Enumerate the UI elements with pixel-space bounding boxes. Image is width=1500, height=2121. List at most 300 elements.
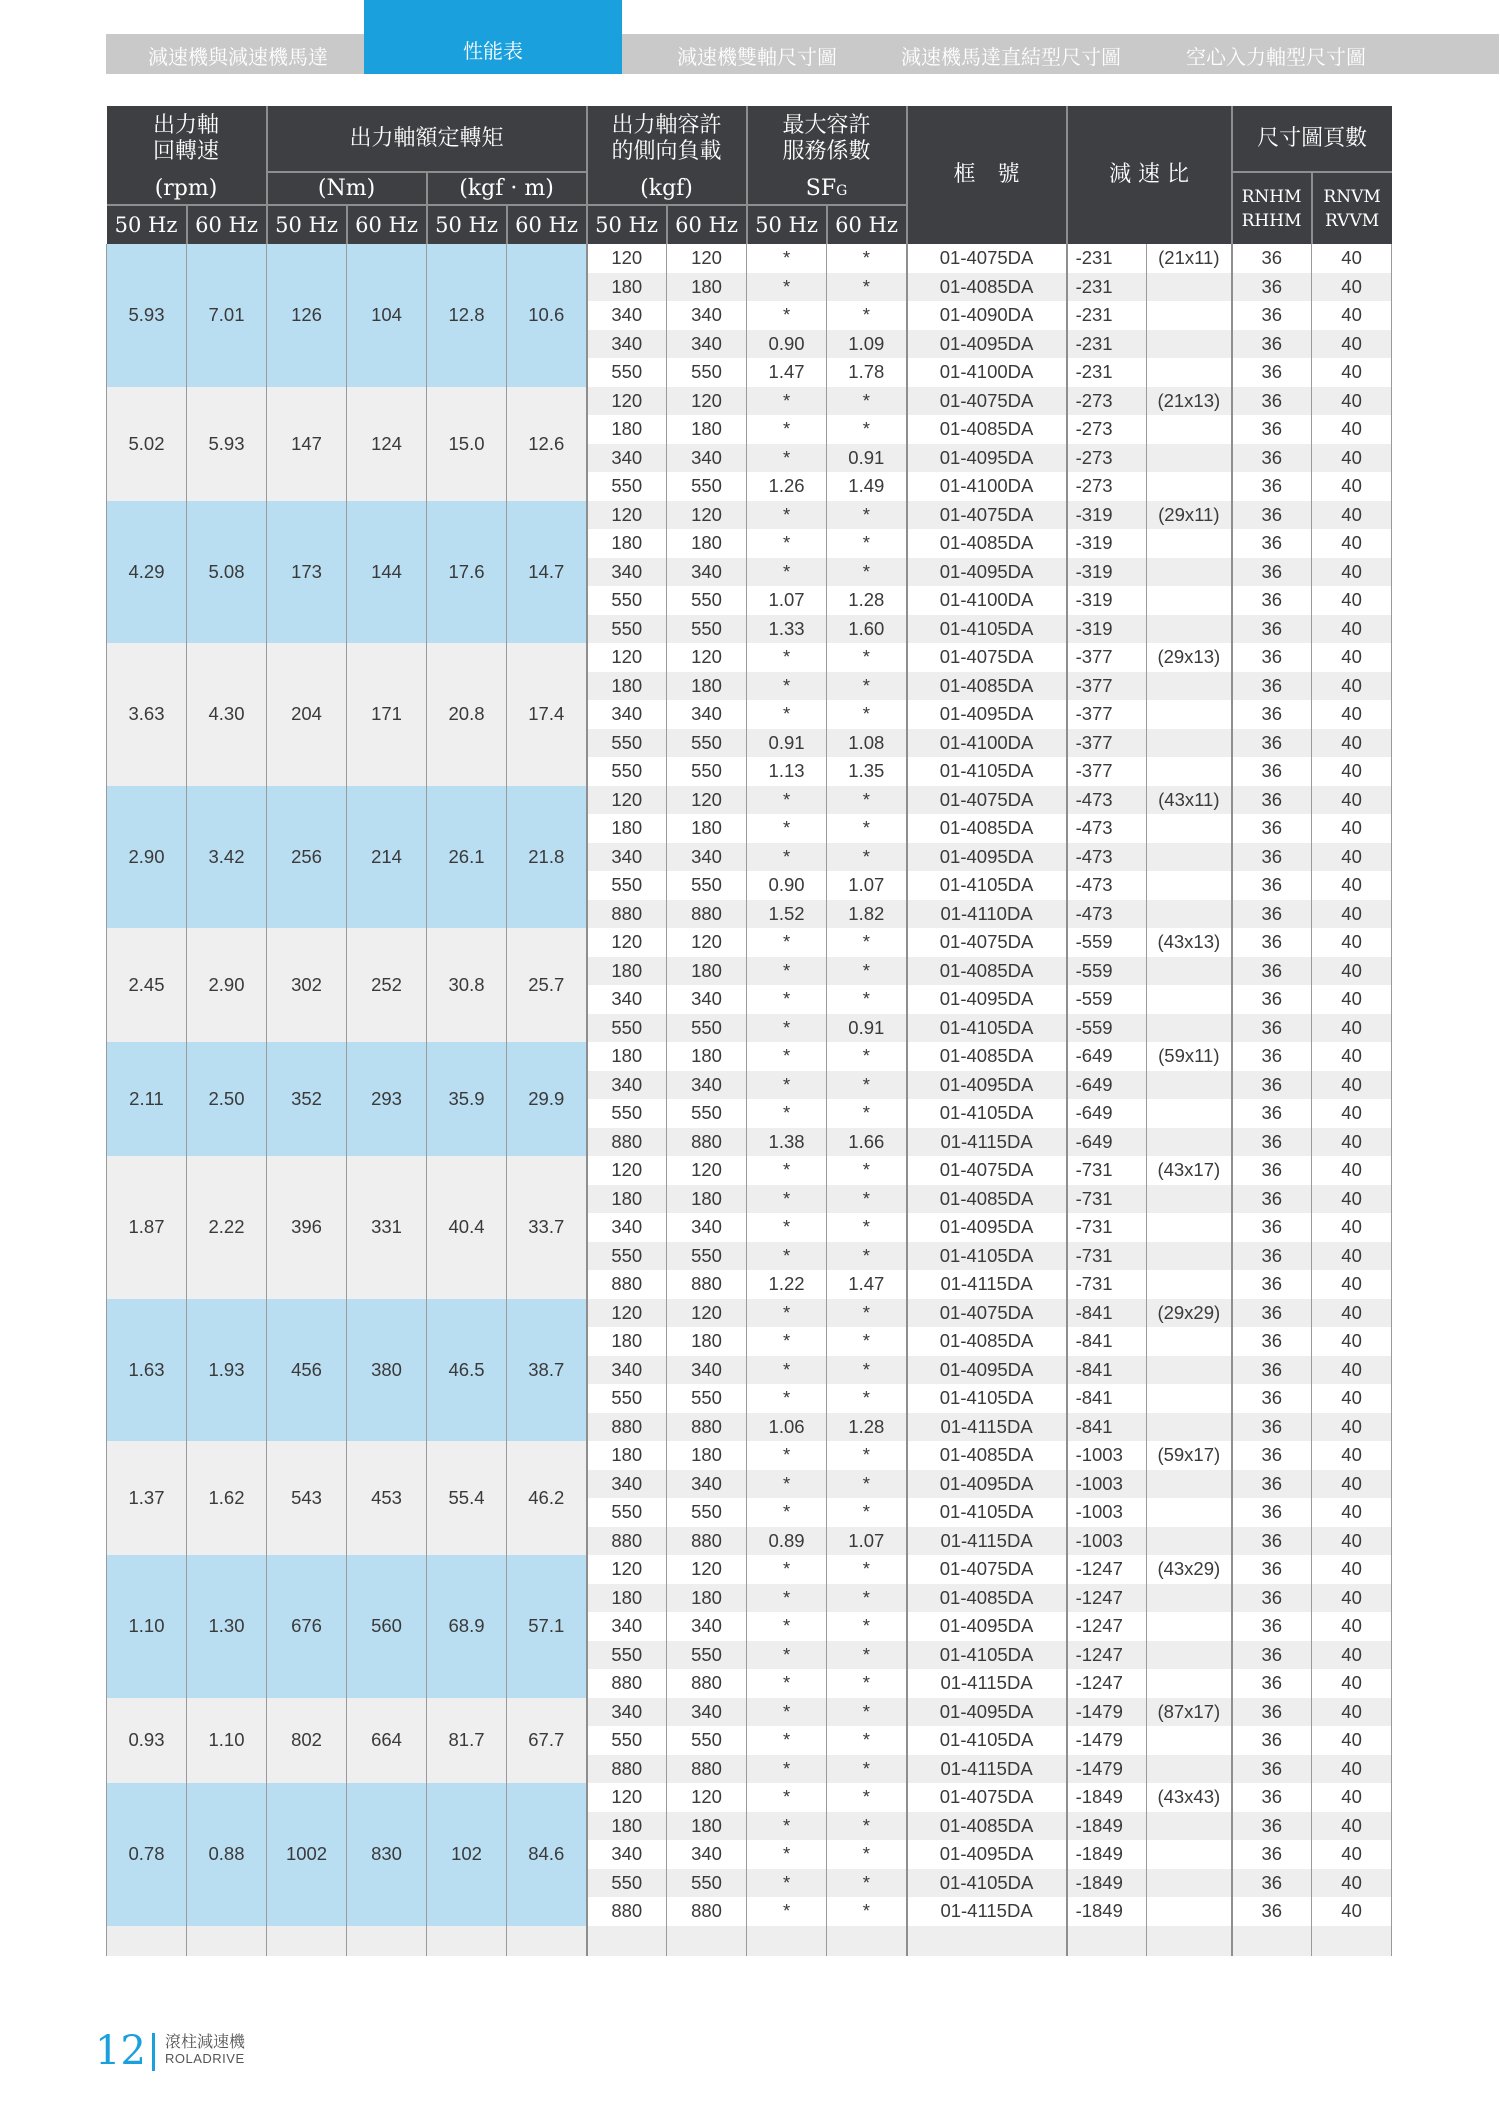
load-60hz: 340	[667, 843, 747, 872]
ratio: -319	[1067, 586, 1147, 615]
ratio: -841	[1067, 1384, 1147, 1413]
torque-nm-50hz: 802	[267, 1698, 347, 1784]
sf-50hz: *	[747, 985, 827, 1014]
load-60hz: 180	[667, 529, 747, 558]
load-50hz: 180	[587, 1042, 667, 1071]
sf-60hz: *	[827, 1441, 907, 1470]
page-rnvm: 40	[1312, 1584, 1392, 1613]
torque-nm-60hz: 104	[347, 244, 427, 387]
ratio-factors	[1147, 1612, 1232, 1641]
frame-no: 01-4085DA	[907, 529, 1067, 558]
frame-no: 01-4110DA	[907, 900, 1067, 929]
load-60hz: 180	[667, 415, 747, 444]
sf-50hz: *	[747, 529, 827, 558]
page-rnvm: 40	[1312, 1897, 1392, 1926]
load-60hz: 550	[667, 757, 747, 786]
page-rnvm: 40	[1312, 843, 1392, 872]
ratio: -231	[1067, 273, 1147, 302]
ratio-factors: (59x11)	[1147, 1042, 1232, 1071]
hz-60: 60 Hz	[667, 205, 747, 244]
empty-cell	[1067, 1926, 1147, 1956]
table-row	[107, 244, 1392, 273]
load-50hz: 180	[587, 273, 667, 302]
ratio: -1247	[1067, 1669, 1147, 1698]
header-pages: 尺寸圖頁數	[1232, 106, 1392, 172]
load-50hz: 880	[587, 1128, 667, 1157]
page-rnvm: 40	[1312, 1498, 1392, 1527]
speed-50hz: 1.63	[107, 1299, 187, 1442]
speed-50hz: 2.11	[107, 1042, 187, 1156]
sf-60hz: *	[827, 1071, 907, 1100]
page-rnvm: 40	[1312, 643, 1392, 672]
performance-table-body	[107, 244, 1392, 1956]
load-60hz: 550	[667, 1014, 747, 1043]
load-50hz: 550	[587, 1014, 667, 1043]
sf-50hz: 0.91	[747, 729, 827, 758]
torque-kgf-60hz: 21.8	[507, 786, 587, 929]
sf-60hz: 1.09	[827, 330, 907, 359]
sf-50hz: *	[747, 928, 827, 957]
ratio-factors	[1147, 1356, 1232, 1385]
frame-no: 01-4095DA	[907, 1612, 1067, 1641]
speed-60hz: 2.90	[187, 928, 267, 1042]
sf-50hz: 1.33	[747, 615, 827, 644]
load-60hz: 880	[667, 1270, 747, 1299]
ratio-factors	[1147, 1413, 1232, 1442]
page-rnhm: 36	[1232, 1470, 1312, 1499]
page-rnhm: 36	[1232, 843, 1312, 872]
table-row	[107, 501, 1392, 530]
load-50hz: 550	[587, 1726, 667, 1755]
frame-no: 01-4105DA	[907, 1384, 1067, 1413]
load-60hz: 340	[667, 1470, 747, 1499]
sf-50hz: *	[747, 1584, 827, 1613]
sf-50hz: 1.52	[747, 900, 827, 929]
page-rnhm: 36	[1232, 1185, 1312, 1214]
ratio: -273	[1067, 444, 1147, 473]
ratio: -319	[1067, 501, 1147, 530]
sf-60hz: *	[827, 1726, 907, 1755]
ratio: -473	[1067, 843, 1147, 872]
frame-no: 01-4085DA	[907, 1812, 1067, 1841]
sf-60hz: *	[827, 700, 907, 729]
page-rnvm: 40	[1312, 1783, 1392, 1812]
speed-60hz: 2.22	[187, 1156, 267, 1299]
load-50hz: 340	[587, 301, 667, 330]
load-60hz: 180	[667, 1812, 747, 1841]
ratio: -1247	[1067, 1555, 1147, 1584]
page-rnhm: 36	[1232, 1099, 1312, 1128]
frame-no: 01-4115DA	[907, 1270, 1067, 1299]
sf-50hz: 1.06	[747, 1413, 827, 1442]
table-row	[107, 1698, 1392, 1727]
ratio-factors	[1147, 1270, 1232, 1299]
speed-60hz: 2.50	[187, 1042, 267, 1156]
ratio: -473	[1067, 786, 1147, 815]
page-rnvm: 40	[1312, 244, 1392, 273]
load-60hz: 180	[667, 672, 747, 701]
ratio-factors	[1147, 301, 1232, 330]
ratio-factors	[1147, 330, 1232, 359]
torque-nm-60hz: 331	[347, 1156, 427, 1299]
header-sf-unit	[747, 172, 907, 205]
load-60hz: 550	[667, 472, 747, 501]
empty-cell	[507, 1926, 587, 1956]
torque-nm-50hz: 126	[267, 244, 347, 387]
nav-tab-double-shaft[interactable]: 減速機雙軸尺寸圖	[677, 45, 837, 69]
load-50hz: 340	[587, 1213, 667, 1242]
sf-50hz: *	[747, 501, 827, 530]
torque-kgf-60hz: 10.6	[507, 244, 587, 387]
nav-tab-direct-motor[interactable]: 減速機馬達直結型尺寸圖	[901, 45, 1121, 69]
header-ratio: 減 速 比	[1067, 106, 1232, 244]
frame-no: 01-4100DA	[907, 586, 1067, 615]
ratio-factors: (43x17)	[1147, 1156, 1232, 1185]
sf-60hz: 1.35	[827, 757, 907, 786]
load-50hz: 340	[587, 558, 667, 587]
page-rnvm: 40	[1312, 330, 1392, 359]
page-rnvm: 40	[1312, 1612, 1392, 1641]
section-nav	[106, 34, 1499, 74]
header-load-unit: (kgf)	[587, 172, 747, 205]
page-rnvm: 40	[1312, 1441, 1392, 1470]
sf-50hz: *	[747, 1242, 827, 1271]
speed-60hz: 1.62	[187, 1441, 267, 1555]
sf-60hz: *	[827, 1783, 907, 1812]
table-row	[107, 1441, 1392, 1470]
page-rnhm: 36	[1232, 1299, 1312, 1328]
load-50hz: 120	[587, 1555, 667, 1584]
ratio: -377	[1067, 700, 1147, 729]
torque-nm-50hz: 256	[267, 786, 347, 929]
page-rnhm: 36	[1232, 1498, 1312, 1527]
ratio-factors: (29x13)	[1147, 643, 1232, 672]
empty-cell	[347, 1926, 427, 1956]
sf-60hz: *	[827, 1213, 907, 1242]
load-60hz: 880	[667, 1128, 747, 1157]
page-rnhm: 36	[1232, 900, 1312, 929]
page-rnvm: 40	[1312, 928, 1392, 957]
ratio-factors	[1147, 1840, 1232, 1869]
page-rnhm: 36	[1232, 1384, 1312, 1413]
page-rnvm: 40	[1312, 586, 1392, 615]
sf-50hz: *	[747, 244, 827, 273]
table-row	[107, 1299, 1392, 1328]
page-rnhm: 36	[1232, 1612, 1312, 1641]
page-rnvm: 40	[1312, 358, 1392, 387]
torque-nm-50hz: 676	[267, 1555, 347, 1698]
frame-no: 01-4075DA	[907, 1555, 1067, 1584]
torque-nm-60hz: 124	[347, 387, 427, 501]
table-row	[107, 928, 1392, 957]
load-60hz: 550	[667, 1641, 747, 1670]
load-60hz: 340	[667, 1840, 747, 1869]
page-rnhm: 36	[1232, 643, 1312, 672]
ratio: -319	[1067, 529, 1147, 558]
page-rnvm: 40	[1312, 786, 1392, 815]
ratio: -273	[1067, 387, 1147, 416]
torque-kgf-50hz: 20.8	[427, 643, 507, 786]
sf-50hz: *	[747, 1299, 827, 1328]
load-60hz: 550	[667, 1099, 747, 1128]
page-rnvm: 40	[1312, 387, 1392, 416]
ratio: -649	[1067, 1128, 1147, 1157]
table-row	[107, 387, 1392, 416]
page-rnvm: 40	[1312, 273, 1392, 302]
load-50hz: 880	[587, 1413, 667, 1442]
load-60hz: 550	[667, 358, 747, 387]
page-rnhm: 36	[1232, 244, 1312, 273]
frame-no: 01-4115DA	[907, 1897, 1067, 1926]
nav-tab-reducers[interactable]: 減速機與減速機馬達	[148, 45, 328, 69]
load-60hz: 550	[667, 586, 747, 615]
ratio-factors: (29x29)	[1147, 1299, 1232, 1328]
frame-no: 01-4095DA	[907, 985, 1067, 1014]
ratio-factors	[1147, 558, 1232, 587]
page-rnhm: 36	[1232, 472, 1312, 501]
sf-50hz: 0.90	[747, 330, 827, 359]
load-60hz: 340	[667, 330, 747, 359]
ratio-factors: (43x29)	[1147, 1555, 1232, 1584]
hz-50: 50 Hz	[747, 205, 827, 244]
sf-60hz: *	[827, 1584, 907, 1613]
speed-60hz: 5.08	[187, 501, 267, 644]
sf-60hz: 0.91	[827, 444, 907, 473]
load-50hz: 550	[587, 871, 667, 900]
frame-no: 01-4085DA	[907, 273, 1067, 302]
load-50hz: 880	[587, 900, 667, 929]
sf-60hz: *	[827, 1812, 907, 1841]
ratio: -273	[1067, 472, 1147, 501]
nav-tab-performance[interactable]: 性能表	[364, 0, 622, 74]
load-60hz: 120	[667, 1555, 747, 1584]
ratio: -319	[1067, 558, 1147, 587]
ratio-factors	[1147, 1384, 1232, 1413]
ratio-factors	[1147, 415, 1232, 444]
table-row	[107, 1042, 1392, 1071]
torque-kgf-50hz: 46.5	[427, 1299, 507, 1442]
sf-60hz: *	[827, 1498, 907, 1527]
torque-kgf-50hz: 30.8	[427, 928, 507, 1042]
page-rnvm: 40	[1312, 672, 1392, 701]
load-60hz: 120	[667, 786, 747, 815]
load-50hz: 550	[587, 1498, 667, 1527]
sf-60hz: 1.08	[827, 729, 907, 758]
page-rnhm: 36	[1232, 985, 1312, 1014]
ratio-factors	[1147, 358, 1232, 387]
load-50hz: 120	[587, 387, 667, 416]
load-60hz: 120	[667, 387, 747, 416]
sf-50hz: *	[747, 1783, 827, 1812]
page-rnhm: 36	[1232, 757, 1312, 786]
page-rnhm: 36	[1232, 586, 1312, 615]
brand-name-cn: 滾柱減速機	[165, 2034, 246, 2051]
frame-no: 01-4075DA	[907, 1156, 1067, 1185]
load-50hz: 180	[587, 1812, 667, 1841]
empty-cell	[587, 1926, 667, 1956]
ratio-factors	[1147, 814, 1232, 843]
ratio: -1849	[1067, 1869, 1147, 1898]
torque-kgf-60hz: 57.1	[507, 1555, 587, 1698]
sf-50hz: *	[747, 1327, 827, 1356]
empty-cell	[827, 1926, 907, 1956]
frame-no: 01-4095DA	[907, 444, 1067, 473]
frame-no: 01-4085DA	[907, 1584, 1067, 1613]
header-load	[587, 106, 747, 172]
ratio-factors	[1147, 1669, 1232, 1698]
sf-50hz: *	[747, 1755, 827, 1784]
ratio: -473	[1067, 900, 1147, 929]
ratio: -731	[1067, 1270, 1147, 1299]
ratio-factors	[1147, 1128, 1232, 1157]
page-rnhm: 36	[1232, 1071, 1312, 1100]
sf-50hz: *	[747, 1812, 827, 1841]
load-50hz: 340	[587, 700, 667, 729]
torque-nm-60hz: 830	[347, 1783, 427, 1926]
sf-50hz: *	[747, 301, 827, 330]
ratio-factors	[1147, 1584, 1232, 1613]
page-rnhm: 36	[1232, 387, 1312, 416]
sf-50hz: *	[747, 558, 827, 587]
ratio: -273	[1067, 415, 1147, 444]
page-rnhm: 36	[1232, 1356, 1312, 1385]
empty-cell	[1232, 1926, 1312, 1956]
sf-60hz: 1.47	[827, 1270, 907, 1299]
load-50hz: 550	[587, 1099, 667, 1128]
ratio: -731	[1067, 1213, 1147, 1242]
sf-60hz: *	[827, 1470, 907, 1499]
sf-60hz: *	[827, 558, 907, 587]
load-60hz: 180	[667, 273, 747, 302]
load-50hz: 120	[587, 786, 667, 815]
ratio: -1003	[1067, 1441, 1147, 1470]
ratio-factors	[1147, 1812, 1232, 1841]
ratio-factors	[1147, 1071, 1232, 1100]
load-60hz: 550	[667, 1726, 747, 1755]
load-50hz: 340	[587, 1071, 667, 1100]
load-60hz: 340	[667, 1356, 747, 1385]
torque-nm-60hz: 171	[347, 643, 427, 786]
ratio-factors	[1147, 871, 1232, 900]
page-rnhm: 36	[1232, 700, 1312, 729]
load-50hz: 120	[587, 643, 667, 672]
ratio-factors	[1147, 1726, 1232, 1755]
speed-50hz: 4.29	[107, 501, 187, 644]
load-50hz: 880	[587, 1755, 667, 1784]
page-rnhm: 36	[1232, 729, 1312, 758]
page-rnhm: 36	[1232, 444, 1312, 473]
nav-tab-hollow-input[interactable]: 空心入力軸型尺寸圖	[1186, 45, 1366, 69]
sf-50hz: *	[747, 1641, 827, 1670]
hz-60: 60 Hz	[347, 205, 427, 244]
ratio-factors	[1147, 444, 1232, 473]
sf-50hz: *	[747, 444, 827, 473]
torque-nm-50hz: 456	[267, 1299, 347, 1442]
speed-50hz: 3.63	[107, 643, 187, 786]
page-rnvm: 40	[1312, 1185, 1392, 1214]
frame-no: 01-4095DA	[907, 700, 1067, 729]
frame-no: 01-4105DA	[907, 1726, 1067, 1755]
page-rnhm: 36	[1232, 501, 1312, 530]
load-60hz: 550	[667, 1498, 747, 1527]
frame-no: 01-4095DA	[907, 1071, 1067, 1100]
table-row	[107, 1156, 1392, 1185]
sf-60hz: *	[827, 1042, 907, 1071]
speed-50hz: 0.93	[107, 1698, 187, 1784]
frame-no: 01-4115DA	[907, 1669, 1067, 1698]
ratio-factors	[1147, 729, 1232, 758]
sf-50hz: *	[747, 1356, 827, 1385]
sf-60hz: *	[827, 1755, 907, 1784]
ratio: -841	[1067, 1413, 1147, 1442]
page-rnvm: 40	[1312, 615, 1392, 644]
load-60hz: 880	[667, 1413, 747, 1442]
torque-kgf-60hz: 38.7	[507, 1299, 587, 1442]
sf-50hz: *	[747, 1213, 827, 1242]
page-rnhm: 36	[1232, 1156, 1312, 1185]
sf-60hz: *	[827, 957, 907, 986]
page-rnvm: 40	[1312, 900, 1392, 929]
ratio: -1849	[1067, 1897, 1147, 1926]
ratio-factors	[1147, 1213, 1232, 1242]
table-row	[107, 1783, 1392, 1812]
load-60hz: 880	[667, 1897, 747, 1926]
load-50hz: 550	[587, 1641, 667, 1670]
load-60hz: 340	[667, 301, 747, 330]
load-50hz: 340	[587, 444, 667, 473]
page-rnhm: 36	[1232, 273, 1312, 302]
sf-60hz: *	[827, 843, 907, 872]
ratio-factors	[1147, 1099, 1232, 1128]
sf-60hz: *	[827, 985, 907, 1014]
load-50hz: 120	[587, 1156, 667, 1185]
frame-no: 01-4075DA	[907, 786, 1067, 815]
ratio: -731	[1067, 1156, 1147, 1185]
ratio: -1003	[1067, 1498, 1147, 1527]
torque-kgf-50hz: 15.0	[427, 387, 507, 501]
frame-no: 01-4085DA	[907, 672, 1067, 701]
empty-cell	[1312, 1926, 1392, 1956]
load-60hz: 880	[667, 900, 747, 929]
sf-60hz: *	[827, 1099, 907, 1128]
ratio: -473	[1067, 871, 1147, 900]
ratio: -1849	[1067, 1783, 1147, 1812]
torque-nm-60hz: 380	[347, 1299, 427, 1442]
frame-no: 01-4105DA	[907, 1869, 1067, 1898]
page-rnvm: 40	[1312, 1726, 1392, 1755]
frame-no: 01-4095DA	[907, 1213, 1067, 1242]
sf-60hz: *	[827, 1356, 907, 1385]
torque-kgf-50hz: 40.4	[427, 1156, 507, 1299]
page-rnhm: 36	[1232, 1641, 1312, 1670]
sf-50hz: 1.26	[747, 472, 827, 501]
sf-50hz: *	[747, 672, 827, 701]
load-60hz: 550	[667, 729, 747, 758]
page-rnhm: 36	[1232, 1840, 1312, 1869]
ratio-factors	[1147, 1869, 1232, 1898]
sf-50hz: *	[747, 387, 827, 416]
speed-60hz: 1.30	[187, 1555, 267, 1698]
ratio: -559	[1067, 957, 1147, 986]
header-sf	[747, 106, 907, 172]
pages-rnvm-label: RNVM RVVM	[1323, 186, 1381, 231]
load-60hz: 120	[667, 1783, 747, 1812]
sf-50hz: *	[747, 1099, 827, 1128]
speed-50hz: 0.78	[107, 1783, 187, 1926]
sf-60hz: *	[827, 301, 907, 330]
page-rnhm: 36	[1232, 1270, 1312, 1299]
torque-kgf-50hz: 26.1	[427, 786, 507, 929]
